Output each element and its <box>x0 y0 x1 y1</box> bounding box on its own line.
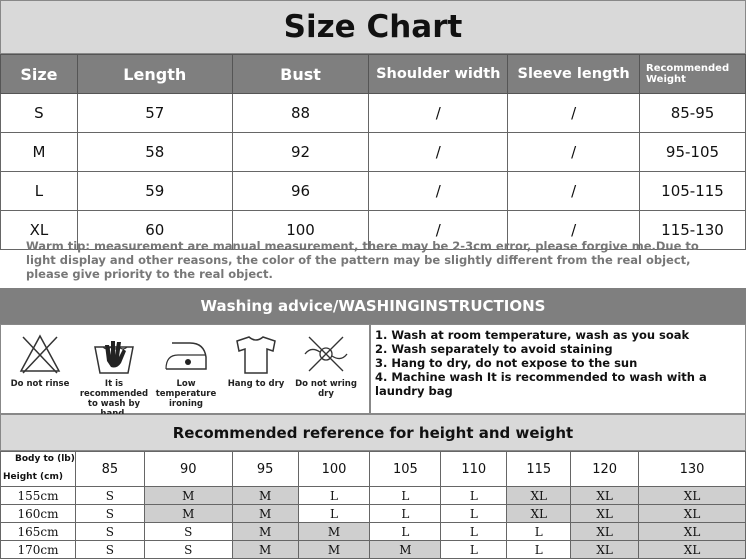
height-cell: 155cm <box>1 487 76 505</box>
size-cell: 95-105 <box>640 133 746 172</box>
header-sleeve-length: Sleeve length <box>508 55 640 94</box>
corner-weight-label: Body to (lb) <box>15 454 75 464</box>
header-shoulder-width: Shoulder width <box>369 55 508 94</box>
size-recommendation-cell: XL <box>639 541 746 559</box>
size-recommendation-cell: M <box>232 487 298 505</box>
size-recommendation-cell: L <box>441 523 507 541</box>
size-recommendation-cell: M <box>232 541 298 559</box>
care-icon-item <box>291 331 361 399</box>
washing-heading: Washing advice/WASHINGINSTRUCTIONS <box>0 288 746 324</box>
height-weight-table <box>0 451 746 559</box>
weight-header-cell: 120 <box>571 452 639 487</box>
height-row <box>1 523 746 541</box>
size-recommendation-cell: S <box>75 523 144 541</box>
weight-header-cell: 105 <box>370 452 441 487</box>
height-row <box>1 487 746 505</box>
height-row <box>1 541 746 559</box>
size-recommendation-cell: S <box>144 523 232 541</box>
size-recommendation-cell: XL <box>571 505 639 523</box>
size-recommendation-cell: M <box>298 541 370 559</box>
size-recommendation-cell: L <box>507 541 571 559</box>
hang-dry-icon <box>231 331 281 377</box>
size-recommendation-cell: XL <box>639 523 746 541</box>
care-icon-item <box>5 331 75 389</box>
weight-header-cell: 130 <box>639 452 746 487</box>
size-recommendation-cell: XL <box>507 487 571 505</box>
size-cell: / <box>508 94 640 133</box>
care-label: Low temperature ironing <box>155 379 217 409</box>
size-cell: 85-95 <box>640 94 746 133</box>
care-label: It is recommended to wash by <box>79 379 149 409</box>
washing-step: 2. Wash separately to avoid staining <box>375 342 613 356</box>
corner-cell <box>1 452 76 487</box>
do-not-bleach-icon <box>17 331 63 377</box>
size-recommendation-cell: M <box>232 505 298 523</box>
size-recommendation-cell: M <box>232 523 298 541</box>
weight-header-cell: 110 <box>441 452 507 487</box>
size-recommendation-cell: XL <box>571 487 639 505</box>
header-size: Size <box>1 55 78 94</box>
size-cell: 57 <box>77 94 232 133</box>
size-row <box>1 94 746 133</box>
weight-header-row <box>1 452 746 487</box>
header-length: Length <box>77 55 232 94</box>
height-row <box>1 505 746 523</box>
size-cell: 96 <box>232 172 369 211</box>
size-recommendation-cell: M <box>298 523 370 541</box>
size-cell: L <box>1 172 78 211</box>
size-recommendation-cell: L <box>370 523 441 541</box>
size-cell: 88 <box>232 94 369 133</box>
size-cell: 92 <box>232 133 369 172</box>
size-recommendation-cell: S <box>144 541 232 559</box>
size-recommendation-cell: XL <box>571 541 639 559</box>
size-cell: M <box>1 133 78 172</box>
care-label: Do not rinse <box>10 379 70 389</box>
size-recommendation-cell: XL <box>507 505 571 523</box>
corner-height-label: Height (cm) <box>3 472 63 482</box>
header-recommended-weight: Recommended Weight <box>640 55 746 94</box>
size-cell: 59 <box>77 172 232 211</box>
washing-step: 3. Hang to dry, do not expose to the sun <box>375 356 638 370</box>
size-cell: 105-115 <box>640 172 746 211</box>
size-cell: / <box>508 172 640 211</box>
size-cell: / <box>369 172 508 211</box>
size-row <box>1 133 746 172</box>
care-icons-panel <box>0 324 370 414</box>
hand-wash-icon <box>91 331 137 377</box>
size-table-header-row <box>1 55 746 94</box>
weight-header-cell: 95 <box>232 452 298 487</box>
size-recommendation-cell: S <box>75 541 144 559</box>
size-cell: XL <box>1 211 78 250</box>
do-not-wring-icon <box>301 331 351 377</box>
size-recommendation-cell: L <box>370 487 441 505</box>
size-recommendation-cell: XL <box>571 523 639 541</box>
size-cell: 100 <box>232 211 369 250</box>
size-recommendation-cell: L <box>370 505 441 523</box>
size-recommendation-cell: XL <box>639 505 746 523</box>
care-label: Hang to dry <box>227 379 285 389</box>
care-icon-item <box>79 331 149 419</box>
size-recommendation-cell: L <box>441 487 507 505</box>
care-icon-item <box>221 331 291 389</box>
size-row <box>1 172 746 211</box>
size-recommendation-cell: S <box>75 505 144 523</box>
size-cell: / <box>508 211 640 250</box>
size-recommendation-cell: L <box>298 487 370 505</box>
size-cell: 58 <box>77 133 232 172</box>
size-cell: 60 <box>77 211 232 250</box>
care-label: Do not wring dry <box>295 379 357 399</box>
size-cell: / <box>369 94 508 133</box>
size-recommendation-cell: L <box>441 541 507 559</box>
page-title: Size Chart <box>0 0 746 54</box>
size-cell: / <box>369 211 508 250</box>
height-cell: 165cm <box>1 523 76 541</box>
low-iron-icon <box>160 331 212 377</box>
size-recommendation-cell: M <box>144 505 232 523</box>
warm-tip: Warm tip: measurement are manual measurement, there may be 2-3cm error, please forgive me.Due to light display and other reasons, the color of the pattern may be slightly different from the real object, please give priority to the real object. <box>26 239 699 281</box>
weight-header-cell: 115 <box>507 452 571 487</box>
size-recommendation-cell: L <box>507 523 571 541</box>
washing-step: 4. Machine wash It is recommended to wash with a laundry bag <box>375 370 707 398</box>
size-recommendation-cell: L <box>298 505 370 523</box>
size-cell: / <box>508 133 640 172</box>
size-recommendation-cell: L <box>441 505 507 523</box>
size-recommendation-cell: M <box>144 487 232 505</box>
washing-steps <box>370 324 746 414</box>
size-cell: S <box>1 94 78 133</box>
weight-header-cell: 90 <box>144 452 232 487</box>
weight-header-cell: 85 <box>75 452 144 487</box>
height-cell: 170cm <box>1 541 76 559</box>
height-cell: 160cm <box>1 505 76 523</box>
size-cell: 115-130 <box>640 211 746 250</box>
washing-step: 1. Wash at room temperature, wash as you soak <box>375 328 690 342</box>
care-icon-item <box>151 331 221 409</box>
size-recommendation-cell: M <box>370 541 441 559</box>
size-table <box>0 54 746 250</box>
header-bust: Bust <box>232 55 369 94</box>
reference-heading: Recommended reference for height and weight <box>0 414 746 451</box>
size-recommendation-cell: XL <box>639 487 746 505</box>
weight-header-cell: 100 <box>298 452 370 487</box>
size-cell: / <box>369 133 508 172</box>
size-recommendation-cell: S <box>75 487 144 505</box>
